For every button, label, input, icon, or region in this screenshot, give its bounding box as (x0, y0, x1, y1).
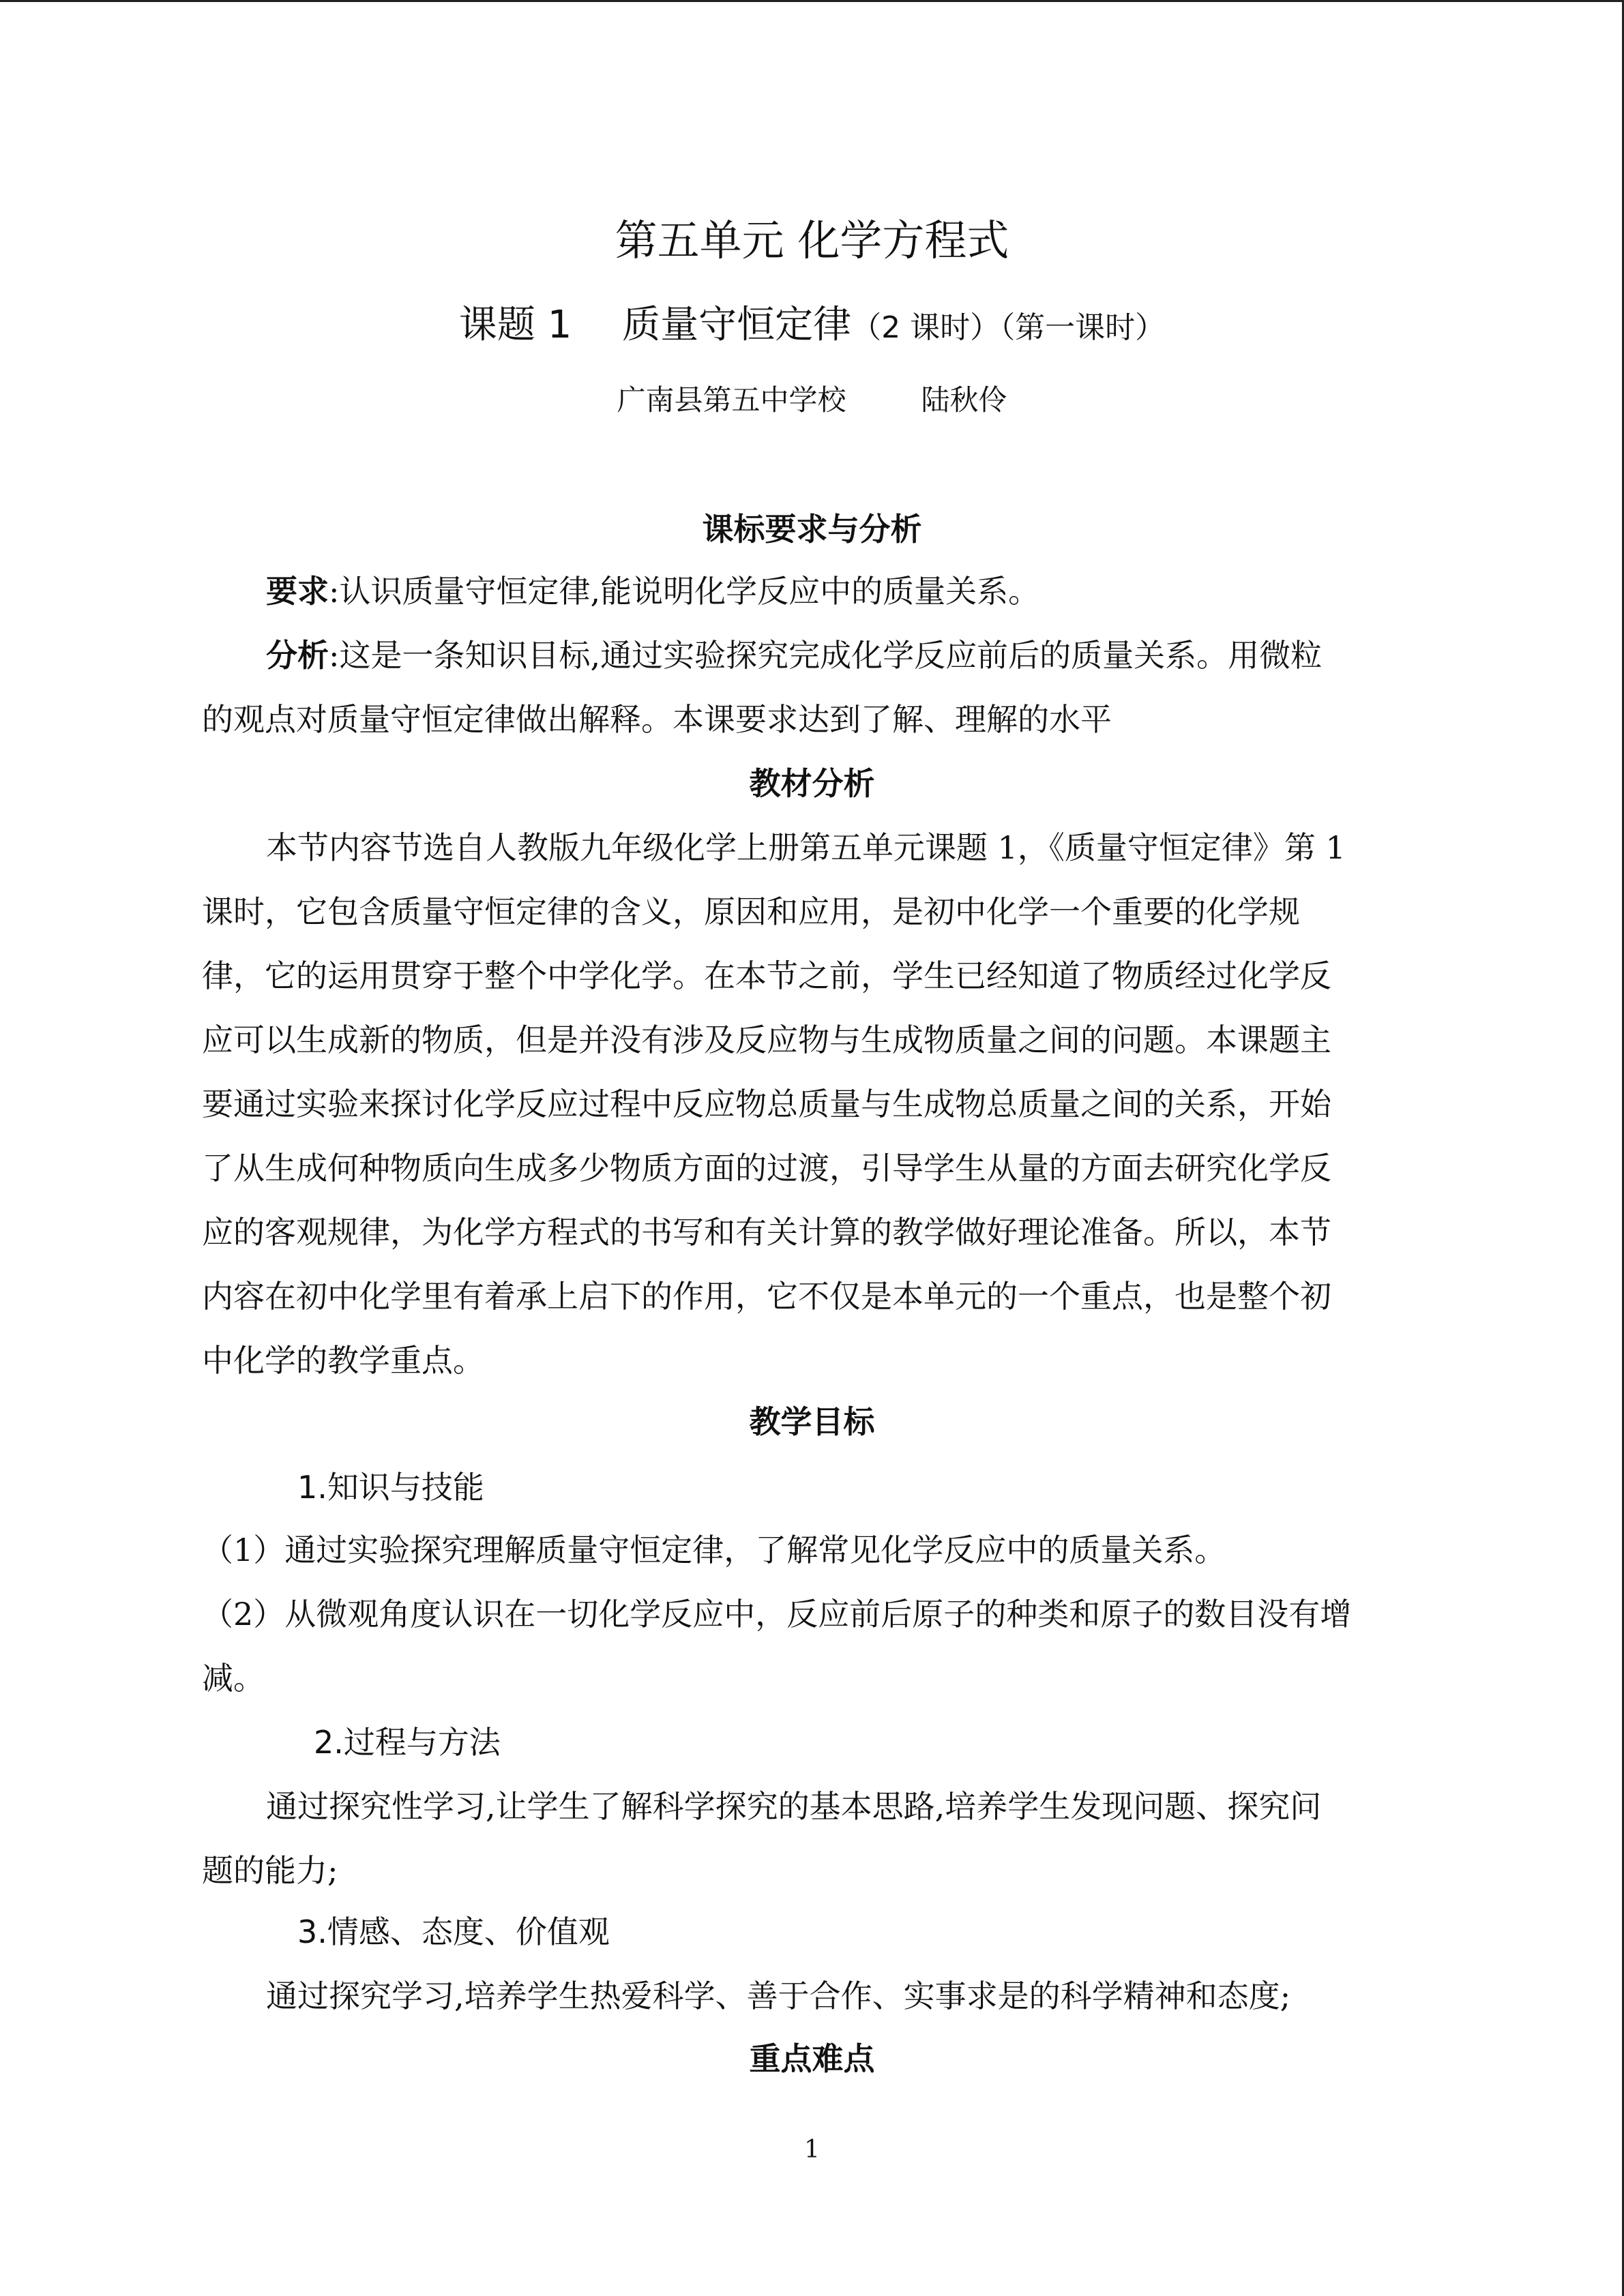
author-name: 陆秋伶 (921, 383, 1007, 417)
subtitle-paren: （2 课时）（第一课时） (851, 310, 1166, 345)
analysis-paragraph-line-2: 的观点对质量守恒定律做出解释。本课要求达到了解、理解的水平 (202, 701, 1112, 738)
material-line-5: 要通过实验来探讨化学反应过程中反应物总质量与生成物总质量之间的关系，开始 (202, 1086, 1331, 1122)
document-subtitle (0, 301, 1624, 353)
analysis-label: 分析 (266, 637, 329, 674)
material-line-3: 律，它的运用贯穿于整个中学化学。在本节之前，学生已经知道了物质经过化学反 (202, 957, 1331, 994)
material-line-1: 本节内容节选自人教版九年级化学上册第五单元课题 1，《质量守恒定律》第 1 (266, 829, 1346, 866)
document-title: 第五单元 化学方程式 (615, 215, 1009, 265)
section-heading-goals: 教学目标 (749, 1403, 875, 1440)
analysis-paragraph-line-1 (266, 635, 1456, 676)
goals-knowledge-item-1: （1）通过实验探究理解质量守恒定律，了解常见化学反应中的质量关系。 (202, 1532, 1226, 1568)
material-line-8: 内容在初中化学里有着承上启下的作用，它不仅是本单元的一个重点，也是整个初 (202, 1278, 1331, 1315)
goals-process-heading: 2.过程与方法 (314, 1724, 501, 1761)
author-line (0, 381, 1624, 419)
goals-knowledge-item-2a: （2）从微观角度认识在一切化学反应中，反应前后原子的种类和原子的数目没有增 (202, 1596, 1352, 1632)
author-school: 广南县第五中学校 (617, 383, 846, 417)
goals-emotion-line-1: 通过探究学习,培养学生热爱科学、善于合作、实事求是的科学精神和态度; (266, 1978, 1291, 2014)
page-number: 1 (804, 2136, 820, 2164)
analysis-text-1: :这是一条知识目标,通过实验探究完成化学反应前后的质量关系。用微粒 (329, 637, 1323, 674)
goals-emotion-heading: 3.情感、态度、价值观 (297, 1913, 610, 1950)
section-heading-standards: 课标要求与分析 (702, 511, 922, 548)
section-heading-material: 教材分析 (749, 765, 875, 802)
goals-knowledge-heading: 1.知识与技能 (297, 1469, 484, 1506)
material-line-4: 应可以生成新的物质，但是并没有涉及反应物与生成物质量之间的问题。本课题主 (202, 1022, 1331, 1058)
goals-process-line-2: 题的能力; (202, 1852, 338, 1889)
requirement-paragraph (266, 571, 1456, 612)
material-line-7: 应的客观规律，为化学方程式的书写和有关计算的教学做好理论准备。所以，本节 (202, 1214, 1331, 1251)
section-heading-key-points: 重点难点 (749, 2040, 875, 2077)
material-line-6: 了从生成何种物质向生成多少物质方面的过渡，引导学生从量的方面去研究化学反 (202, 1150, 1331, 1187)
requirement-text: :认识质量守恒定律,能说明化学反应中的质量关系。 (329, 573, 1040, 610)
material-line-2: 课时，它包含质量守恒定律的含义，原因和应用，是初中化学一个重要的化学规 (202, 893, 1300, 930)
material-line-9: 中化学的教学重点。 (202, 1342, 484, 1379)
requirement-label: 要求 (266, 573, 329, 610)
goals-process-line-1: 通过探究性学习,让学生了解科学探究的基本思路,培养学生发现问题、探究问 (266, 1788, 1322, 1825)
subtitle-main: 课题 1 质量守恒定律 (458, 303, 852, 347)
goals-knowledge-item-2b: 减。 (202, 1660, 265, 1697)
